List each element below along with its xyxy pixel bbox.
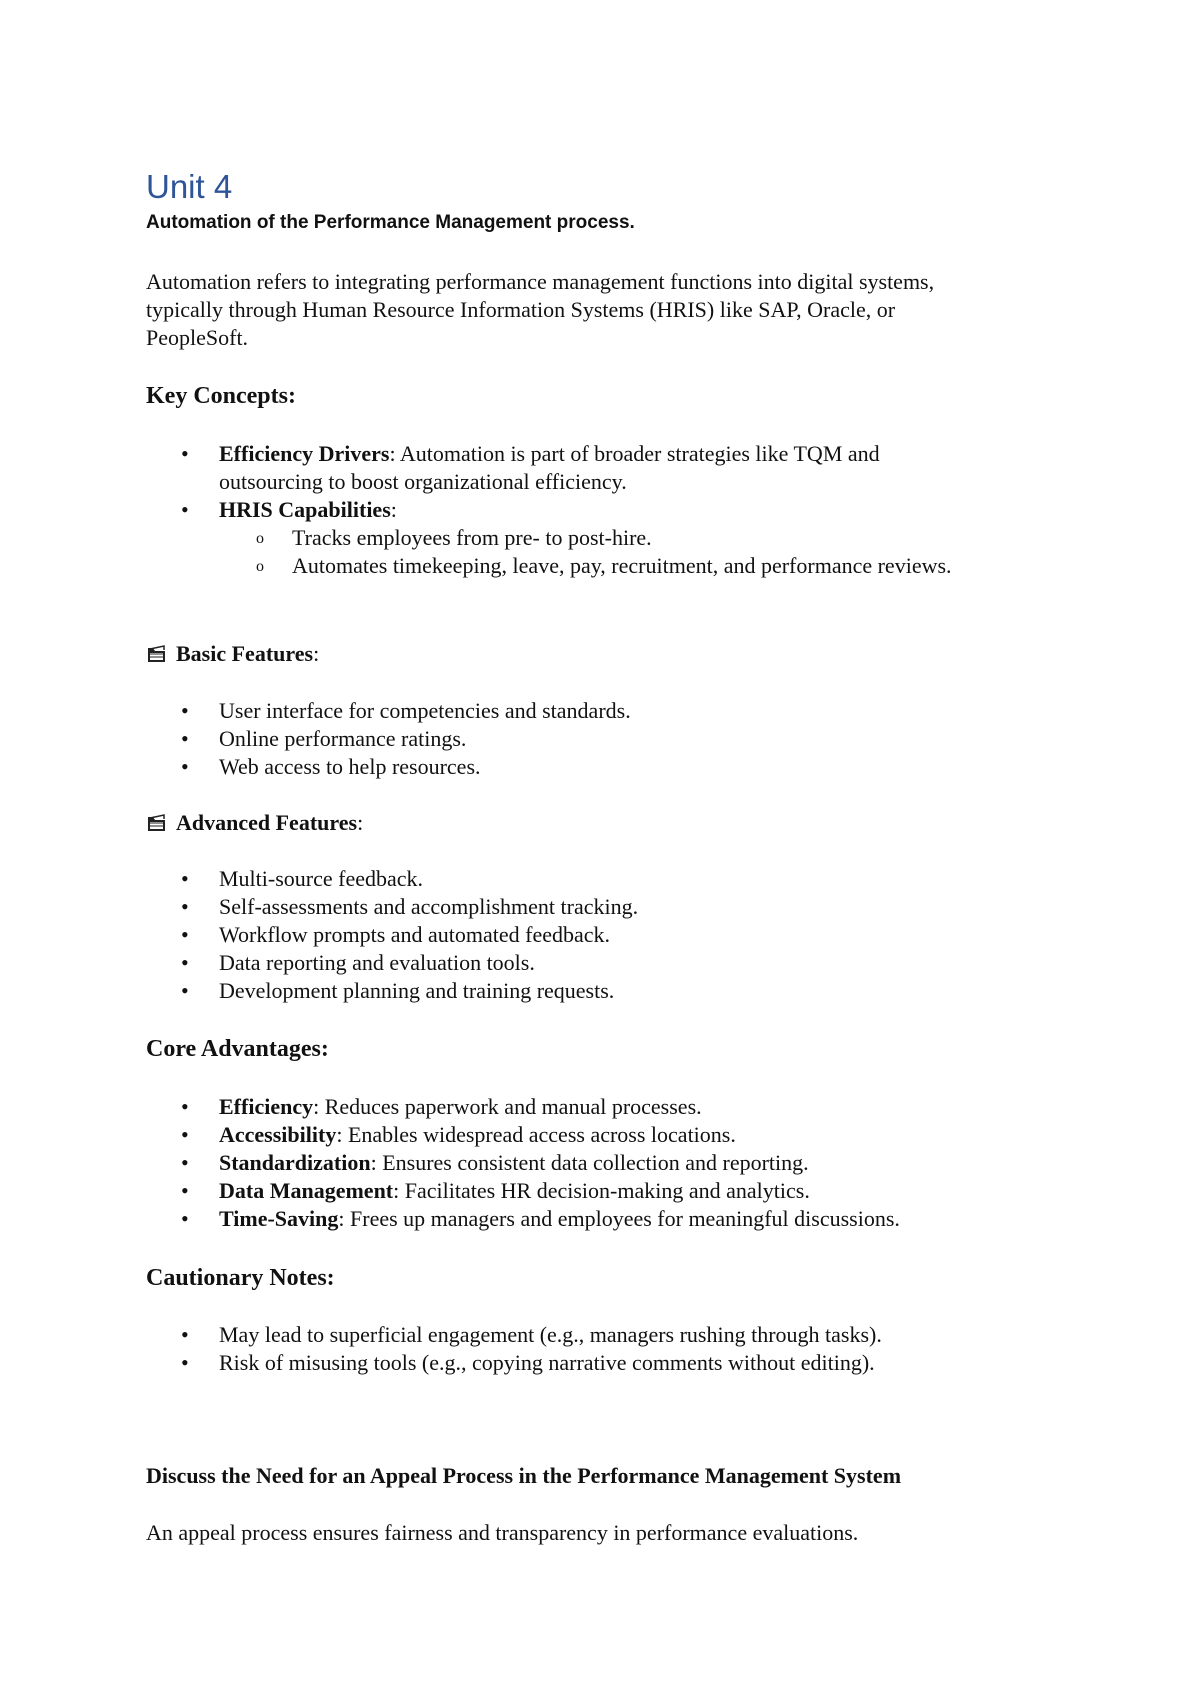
heading-text: Advanced Features xyxy=(176,810,358,835)
description: : Frees up managers and employees for meaningful discussions. xyxy=(338,1206,900,1231)
key-concepts-heading: Key Concepts: xyxy=(146,383,296,409)
bullet-icon: • xyxy=(181,1150,189,1175)
core-advantages-heading: Core Advantages: xyxy=(146,1036,329,1062)
term: Time-Saving xyxy=(219,1206,339,1231)
page-title: Unit 4 xyxy=(146,168,233,205)
description: : xyxy=(390,497,397,522)
list-item xyxy=(219,1094,702,1120)
bullet-icon: • xyxy=(181,978,189,1003)
term: HRIS Capabilities xyxy=(219,497,391,522)
term: Accessibility xyxy=(219,1122,337,1147)
term: Data Management xyxy=(219,1178,394,1203)
heading-colon: : xyxy=(357,810,364,835)
list-item: Development planning and training requests. xyxy=(219,978,615,1003)
appeal-heading: Discuss the Need for an Appeal Process in the Performance Management System xyxy=(146,1463,902,1488)
list-item: May lead to superficial engagement (e.g., managers rushing through tasks). xyxy=(219,1322,882,1347)
bullet-icon: • xyxy=(181,1122,189,1147)
bullet-icon: • xyxy=(181,1206,189,1231)
intro-line-1: Automation refers to integrating performance management functions into digital systems, xyxy=(146,269,935,294)
sub-bullet-icon: o xyxy=(256,558,264,575)
list-item: Self-assessments and accomplishment tracking. xyxy=(219,894,639,919)
cautionary-notes-heading: Cautionary Notes: xyxy=(146,1265,335,1291)
intro-line-2: typically through Human Resource Information Systems (HRIS) like SAP, Oracle, or xyxy=(146,297,896,322)
heading-text: Basic Features xyxy=(176,641,314,666)
bullet-icon: • xyxy=(181,441,189,466)
list-item: Data reporting and evaluation tools. xyxy=(219,950,535,975)
bullet-icon: • xyxy=(181,922,189,947)
appeal-text: An appeal process ensures fairness and transparency in performance evaluations. xyxy=(146,1520,859,1545)
list-item: Online performance ratings. xyxy=(219,726,467,751)
list-item: Risk of misusing tools (e.g., copying narrative comments without editing). xyxy=(219,1350,875,1375)
list-item xyxy=(219,1150,809,1176)
sub-list-item: Tracks employees from pre- to post-hire. xyxy=(292,525,652,550)
list-item: User interface for competencies and standards. xyxy=(219,698,631,723)
bullet-icon: • xyxy=(181,497,189,522)
bullet-icon: • xyxy=(181,1350,189,1375)
bullet-icon: • xyxy=(181,866,189,891)
bullet-icon: • xyxy=(181,894,189,919)
list-item xyxy=(219,1122,736,1148)
description: : Reduces paperwork and manual processes. xyxy=(313,1094,702,1119)
description: : Enables widespread access across locations. xyxy=(336,1122,736,1147)
bullet-icon: • xyxy=(181,1094,189,1119)
list-item xyxy=(219,1178,810,1204)
page-subtitle: Automation of the Performance Management process. xyxy=(146,212,635,233)
list-item xyxy=(219,497,397,523)
description: : Ensures consistent data collection and reporting. xyxy=(370,1150,809,1175)
term: Efficiency xyxy=(219,1094,314,1119)
bullet-icon: • xyxy=(181,1178,189,1203)
list-item xyxy=(219,441,880,467)
term: Standardization xyxy=(219,1150,371,1175)
basic-features-heading xyxy=(176,641,319,667)
list-item: Multi-source feedback. xyxy=(219,866,424,891)
list-item-continuation: outsourcing to boost organizational efficiency. xyxy=(219,469,627,494)
bullet-icon: • xyxy=(181,726,189,751)
advanced-features-heading xyxy=(176,810,363,836)
heading-colon: : xyxy=(313,641,320,666)
description: : Automation is part of broader strategies like TQM and xyxy=(389,441,880,466)
folder-icon xyxy=(147,645,167,663)
bullet-icon: • xyxy=(181,950,189,975)
intro-line-3: PeopleSoft. xyxy=(146,325,249,350)
sub-list-item: Automates timekeeping, leave, pay, recruitment, and performance reviews. xyxy=(292,553,952,578)
list-item: Workflow prompts and automated feedback. xyxy=(219,922,611,947)
list-item xyxy=(219,1206,900,1232)
bullet-icon: • xyxy=(181,698,189,723)
description: : Facilitates HR decision-making and analytics. xyxy=(393,1178,810,1203)
bullet-icon: • xyxy=(181,1322,189,1347)
bullet-icon: • xyxy=(181,754,189,779)
folder-icon xyxy=(147,814,167,832)
term: Efficiency Drivers xyxy=(219,441,390,466)
list-item: Web access to help resources. xyxy=(219,754,481,779)
sub-bullet-icon: o xyxy=(256,530,264,547)
